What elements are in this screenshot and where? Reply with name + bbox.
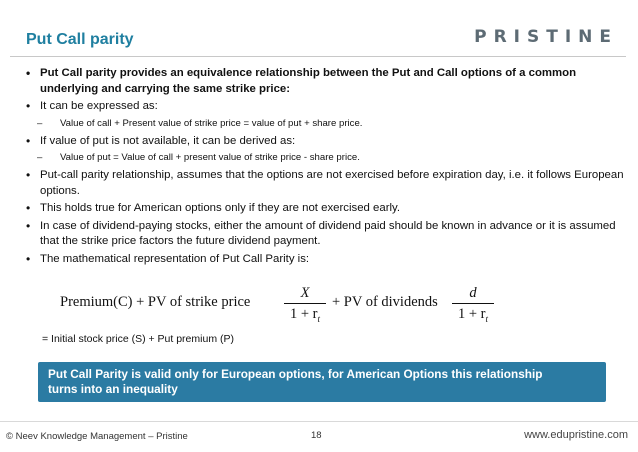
formula-rhs: = Initial stock price (S) + Put premium (P)	[42, 333, 234, 345]
formula-part-1: Premium(C) + PV of strike price	[60, 294, 251, 310]
bullet-item: • The mathematical representation of Put Call Parity is:	[22, 252, 626, 268]
fraction-strike	[284, 285, 326, 328]
fraction-bar	[452, 303, 494, 304]
slide-title: Put Call parity	[26, 31, 134, 48]
bullet-list	[22, 66, 626, 269]
logo-text: PRISTINE	[474, 27, 618, 47]
fraction-numerator: d	[469, 285, 477, 301]
bullet-item: • This holds true for American options only if they are not exercised early.	[22, 201, 626, 217]
fraction-bar	[284, 303, 326, 304]
fraction-denominator: $1 + r_t$	[457, 306, 489, 324]
bullet-item: • Put-call parity relationship, assumes that the options are not exercised before expiration day, i.e. it follows European options.	[22, 168, 626, 199]
fraction-dividend	[452, 285, 494, 328]
footer-copyright: © Neev Knowledge Management – Pristine	[6, 431, 188, 442]
bullet-item: • If value of put is not available, it can be derived as:	[22, 134, 626, 150]
callout-box	[38, 362, 606, 402]
callout-text: Put Call Parity is valid only for European options, for American Options this relationship turns into an inequality	[48, 367, 543, 396]
fraction-denominator: $1 + r_t$	[289, 306, 321, 324]
sub-bullet-item: – Value of put = Value of call + present value of strike price - share price.	[22, 151, 626, 165]
bullet-item: • Put Call parity provides an equivalence relationship between the Put and Call options of a common underlying and carrying the same strike price:	[22, 66, 626, 97]
fraction-numerator: X	[300, 285, 310, 301]
bullet-item: • It can be expressed as:	[22, 99, 626, 115]
footer-website-link[interactable]: www.edupristine.com	[524, 429, 628, 441]
bullet-item: • In case of dividend-paying stocks, either the amount of dividend paid should be known in advance or it is assumed that the strike price factors the future dividend payment.	[22, 219, 626, 250]
page-number: 18	[311, 430, 322, 441]
title-divider	[10, 56, 626, 57]
pristine-logo	[474, 27, 618, 47]
formula-part-2: + PV of dividends	[332, 294, 438, 310]
put-call-parity-formula	[60, 285, 600, 325]
footer-divider	[0, 421, 638, 422]
sub-bullet-item: – Value of call + Present value of strike price = value of put + share price.	[22, 117, 626, 131]
